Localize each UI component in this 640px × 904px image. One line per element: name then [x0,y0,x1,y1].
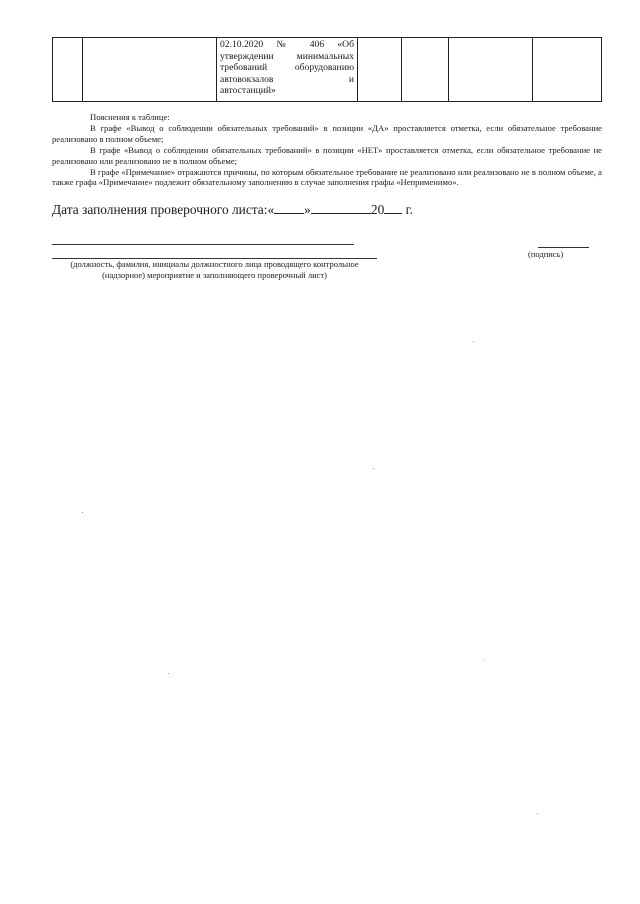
table-cell-not-applicable [449,38,533,102]
year-suffix: г. [405,202,413,217]
table-row [53,38,602,102]
scan-speck [483,660,484,661]
scan-speck [168,673,169,674]
day-blank[interactable] [274,202,304,214]
notes-heading: Пояснения к таблице: [90,112,170,122]
year-blank[interactable] [384,202,402,214]
table-cell-number [53,38,83,102]
position-signature-line[interactable] [52,244,354,245]
notes-paragraph-no: В графе «Вывод о соблюдении обязательных требований» в позиции «НЕТ» проставляется отметка, если обязательное требование не реализовано или реализовано не в полном объеме; [52,144,602,166]
doc-ref-line: утверждении минимальных [220,50,354,62]
notes-paragraph-yes: В графе «Вывод о соблюдении обязательных требований» в позиции «ДА» проставляется отметка, если обязательное требование реализовано в полном объеме; [52,122,602,144]
checklist-table-fragment [52,37,602,102]
doc-ref-line: 02.10.2020 № 406 «Об [220,39,354,50]
scan-speck [473,341,474,342]
table-cell-document-reference [217,38,358,102]
year-prefix: 20 [370,202,385,217]
month-blank[interactable] [311,202,371,214]
table-cell-requirement [83,38,217,102]
doc-ref-line: требований оборудованию [220,62,354,73]
official-position-caption: (должность, фамилия, инициалы должностного лица проводящего контрольное (надзорное) мероприятие и заполняющего проверочный лист) [70,259,359,280]
quote-close: » [304,202,311,217]
signature-caption: (подпись) [528,249,564,259]
notes-paragraph-remark: В графе «Примечание» отражаются причины, по которым обязательное требование не реализовано или реализовано не в полном объеме, а также графа «Примечание» подлежит обязательному заполнению в случае заполнения графы «Неприменимо». [52,166,602,188]
table-notes [52,112,602,188]
table-cell-no [402,38,449,102]
table-cell-yes [358,38,402,102]
scan-speck [82,512,83,513]
fill-date-label: Дата заполнения проверочного листа:« [52,202,275,217]
doc-ref-line: автостанций» [220,85,276,96]
table-cell-note [533,38,602,102]
signature-line[interactable] [538,247,589,248]
scan-speck [373,468,374,469]
fill-date-line [52,202,413,218]
scan-speck [537,813,538,814]
doc-ref-line: автовокзалов и [220,73,354,85]
